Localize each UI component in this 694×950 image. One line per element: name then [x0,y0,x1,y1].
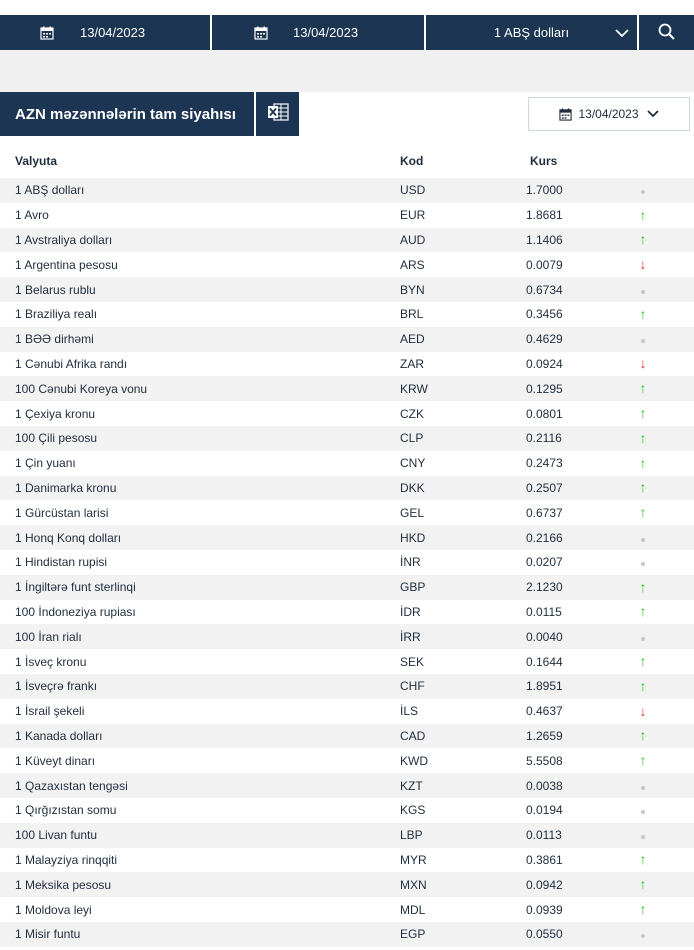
arrow-up-icon: ↑ [639,578,647,595]
table-row [0,376,694,401]
calendar-icon [559,108,572,121]
currency-rate: 0.0079 [526,257,563,272]
table-row [0,525,694,550]
currency-rate: 0.0038 [526,778,563,793]
search-icon [658,23,675,43]
table-row [0,327,694,352]
table-row [0,252,694,277]
currency-name: 1 Çexiya kronu [15,406,96,421]
currency-name: 100 Cənubi Koreya vonu [15,381,148,396]
currency-rate: 1.1406 [526,232,563,247]
rates-table [0,144,694,947]
header-code: Kod [400,154,424,168]
currency-name: 1 Hindistan rupisi [15,555,108,570]
arrow-down-icon: ↓ [639,702,647,719]
arrow-up-icon: ↑ [639,206,647,223]
excel-icon [267,102,289,127]
currency-name: 1 ABŞ dolları [15,183,85,198]
currency-rate: 0.2116 [526,431,562,446]
table-row [0,302,694,327]
currency-code: CNY [400,456,426,471]
dot-icon [638,927,648,941]
currency-name: 1 Kanada dolları [15,728,103,743]
table-body [0,178,694,947]
currency-name: 100 İran rialı [15,629,82,644]
currency-name: 1 Küveyt dinarı [15,753,96,768]
arrow-up-icon: ↑ [639,454,647,471]
currency-rate: 1.8951 [526,679,563,694]
table-row [0,773,694,798]
currency-code: EGP [400,927,426,942]
currency-code: AED [400,332,425,347]
currency-name: 1 Moldova leyi [15,902,92,917]
date-from-field[interactable] [0,15,210,50]
currency-rate: 0.4637 [526,704,563,719]
currency-rate: 0.0115 [526,604,562,619]
dot-icon [638,828,648,842]
currency-name: 100 Çili pesosu [15,431,98,446]
currency-rate: 1.7000 [526,183,563,198]
currency-code: BRL [400,307,424,322]
table-row [0,426,694,451]
currency-code: MXN [400,877,427,892]
table-row [0,872,694,897]
arrow-up-icon: ↑ [639,677,647,694]
currency-code: CAD [400,728,426,743]
arrow-down-icon: ↓ [639,355,647,372]
table-row [0,228,694,253]
arrow-up-icon: ↑ [639,429,647,446]
currency-name: 1 İsveç kronu [15,654,87,669]
table-row [0,724,694,749]
currency-rate: 0.3456 [526,307,563,322]
arrow-up-icon: ↑ [639,231,647,248]
currency-rate: 0.2507 [526,480,563,495]
date-dropdown[interactable] [528,97,690,131]
currency-rate: 0.6737 [526,505,563,520]
currency-code: CZK [400,406,424,421]
table-row [0,798,694,823]
search-button[interactable] [639,15,694,50]
currency-rate: 0.2166 [526,530,563,545]
currency-name: 1 Qırğızıstan somu [15,803,117,818]
currency-code: İDR [400,604,421,619]
currency-rate: 1.2659 [526,728,563,743]
currency-code: İLS [400,704,419,719]
dot-icon [638,531,648,545]
table-row [0,178,694,203]
currency-rate: 1.8681 [526,208,563,223]
currency-code: USD [400,183,426,198]
dot-icon [638,555,648,569]
arrow-up-icon: ↑ [639,851,647,868]
currency-rate: 0.0113 [526,828,562,843]
table-header [0,144,694,178]
currency-name: 1 İngiltərə funt sterlinqi [15,580,136,595]
arrow-up-icon: ↑ [639,405,647,422]
currency-name: 1 Avstraliya dolları [15,232,113,247]
table-row [0,277,694,302]
table-row [0,476,694,501]
table-row [0,203,694,228]
currency-rate: 0.2473 [526,456,563,471]
arrow-up-icon: ↑ [639,727,647,744]
currency-code: KZT [400,778,423,793]
currency-name: 1 Meksika pesosu [15,877,112,892]
currency-rate: 0.0194 [526,803,563,818]
arrow-up-icon: ↑ [639,901,647,917]
table-row [0,624,694,649]
calendar-icon [40,26,54,40]
table-row [0,823,694,848]
excel-export-button[interactable] [256,92,299,136]
table-row [0,922,694,947]
table-row [0,575,694,600]
currency-code: ZAR [400,356,424,371]
currency-rate: 0.0040 [526,629,563,644]
currency-code: GBP [400,580,426,595]
currency-code: BYN [400,282,425,297]
arrow-up-icon: ↑ [639,653,647,670]
currency-code: CHF [400,679,425,694]
table-row [0,500,694,525]
currency-code: HKD [400,530,426,545]
currency-rate: 5.5508 [526,753,563,768]
dot-icon [638,283,648,297]
currency-code: ARS [400,257,425,272]
currency-code: SEK [400,654,425,669]
currency-rate: 0.4629 [526,332,563,347]
dot-icon [638,779,648,793]
table-row [0,674,694,699]
date-from-value: 13/04/2023 [80,25,146,40]
arrow-up-icon: ↑ [639,305,647,322]
currency-name: 1 Danimarka kronu [15,480,117,495]
currency-name: 1 Argentina pesosu [15,257,118,272]
currency-rate: 0.6734 [526,282,563,297]
dot-icon [638,332,648,346]
currency-name: 1 Belarus rublu [15,282,96,297]
table-row [0,600,694,625]
currency-select[interactable] [426,15,637,50]
header-rate: Kurs [530,154,558,168]
currency-name: 1 Braziliya realı [15,307,98,322]
currency-code: EUR [400,208,426,223]
currency-name: 1 Gürcüstan larisi [15,505,109,520]
table-row [0,897,694,922]
arrow-up-icon: ↑ [639,752,647,769]
currency-rate: 0.0801 [526,406,563,421]
currency-code: KWD [400,753,428,768]
table-row [0,451,694,476]
currency-name: 100 İndoneziya rupiası [15,604,136,619]
calendar-icon [254,26,268,40]
currency-code: LBP [400,828,423,843]
currency-name: 1 Honq Konq dolları [15,530,122,545]
arrow-up-icon: ↑ [639,380,647,397]
table-row [0,352,694,377]
currency-name: 100 Livan funtu [15,828,98,843]
section-title: AZN məzənnələrin tam siyahısı [0,92,254,136]
currency-rate: 2.1230 [526,580,563,595]
date-dropdown-value: 13/04/2023 [578,107,639,121]
currency-rate: 0.0942 [526,877,563,892]
date-to-value: 13/04/2023 [293,25,359,40]
dot-icon [638,183,648,197]
arrow-up-icon: ↑ [639,876,647,893]
currency-rate: 0.0924 [526,356,563,371]
table-row [0,748,694,773]
table-row [0,848,694,873]
currency-rate: 0.0550 [526,927,563,942]
currency-rate: 0.0939 [526,902,563,917]
arrow-up-icon: ↑ [639,603,647,620]
currency-code: İNR [400,555,421,570]
chevron-down-icon [647,110,659,118]
currency-code: KGS [400,803,426,818]
currency-select-value: 1 ABŞ dolları [493,25,570,40]
header-currency: Valyuta [15,154,58,168]
currency-name: 1 Misir funtu [15,927,81,942]
currency-name: 1 İsveçrə frankı [15,679,98,694]
currency-rate: 0.1644 [526,654,563,669]
currency-code: KRW [400,381,428,396]
currency-name: 1 Çin yuanı [15,456,76,471]
rates-section [0,92,694,950]
filter-bar [0,15,694,50]
currency-rate: 0.3861 [526,852,563,867]
dot-icon [638,803,648,817]
currency-name: 1 İsrail şekeli [15,704,85,719]
table-row [0,649,694,674]
date-to-field[interactable] [212,15,424,50]
table-row [0,401,694,426]
spacer-band [0,50,694,92]
currency-code: GEL [400,505,425,520]
currency-code: AUD [400,232,426,247]
currency-name: 1 Qazaxıstan tengəsi [15,778,128,793]
currency-name: 1 Cənubi Afrika randı [15,356,128,371]
currency-code: MDL [400,902,426,917]
currency-code: DKK [400,480,425,495]
arrow-up-icon: ↑ [639,504,647,521]
currency-name: 1 Malayziya rinqqiti [15,852,118,867]
currency-code: İRR [400,629,421,644]
currency-name: 1 Avro [15,208,49,223]
currency-rate: 0.0207 [526,555,563,570]
currency-code: CLP [400,431,424,446]
table-row [0,550,694,575]
dot-icon [638,630,648,644]
arrow-down-icon: ↓ [639,256,647,273]
currency-rate: 0.1295 [526,381,563,396]
arrow-up-icon: ↑ [639,479,647,496]
chevron-down-icon [615,26,629,41]
table-row [0,699,694,724]
currency-code: MYR [400,852,427,867]
currency-name: 1 BƏƏ dirhəmi [15,332,94,347]
